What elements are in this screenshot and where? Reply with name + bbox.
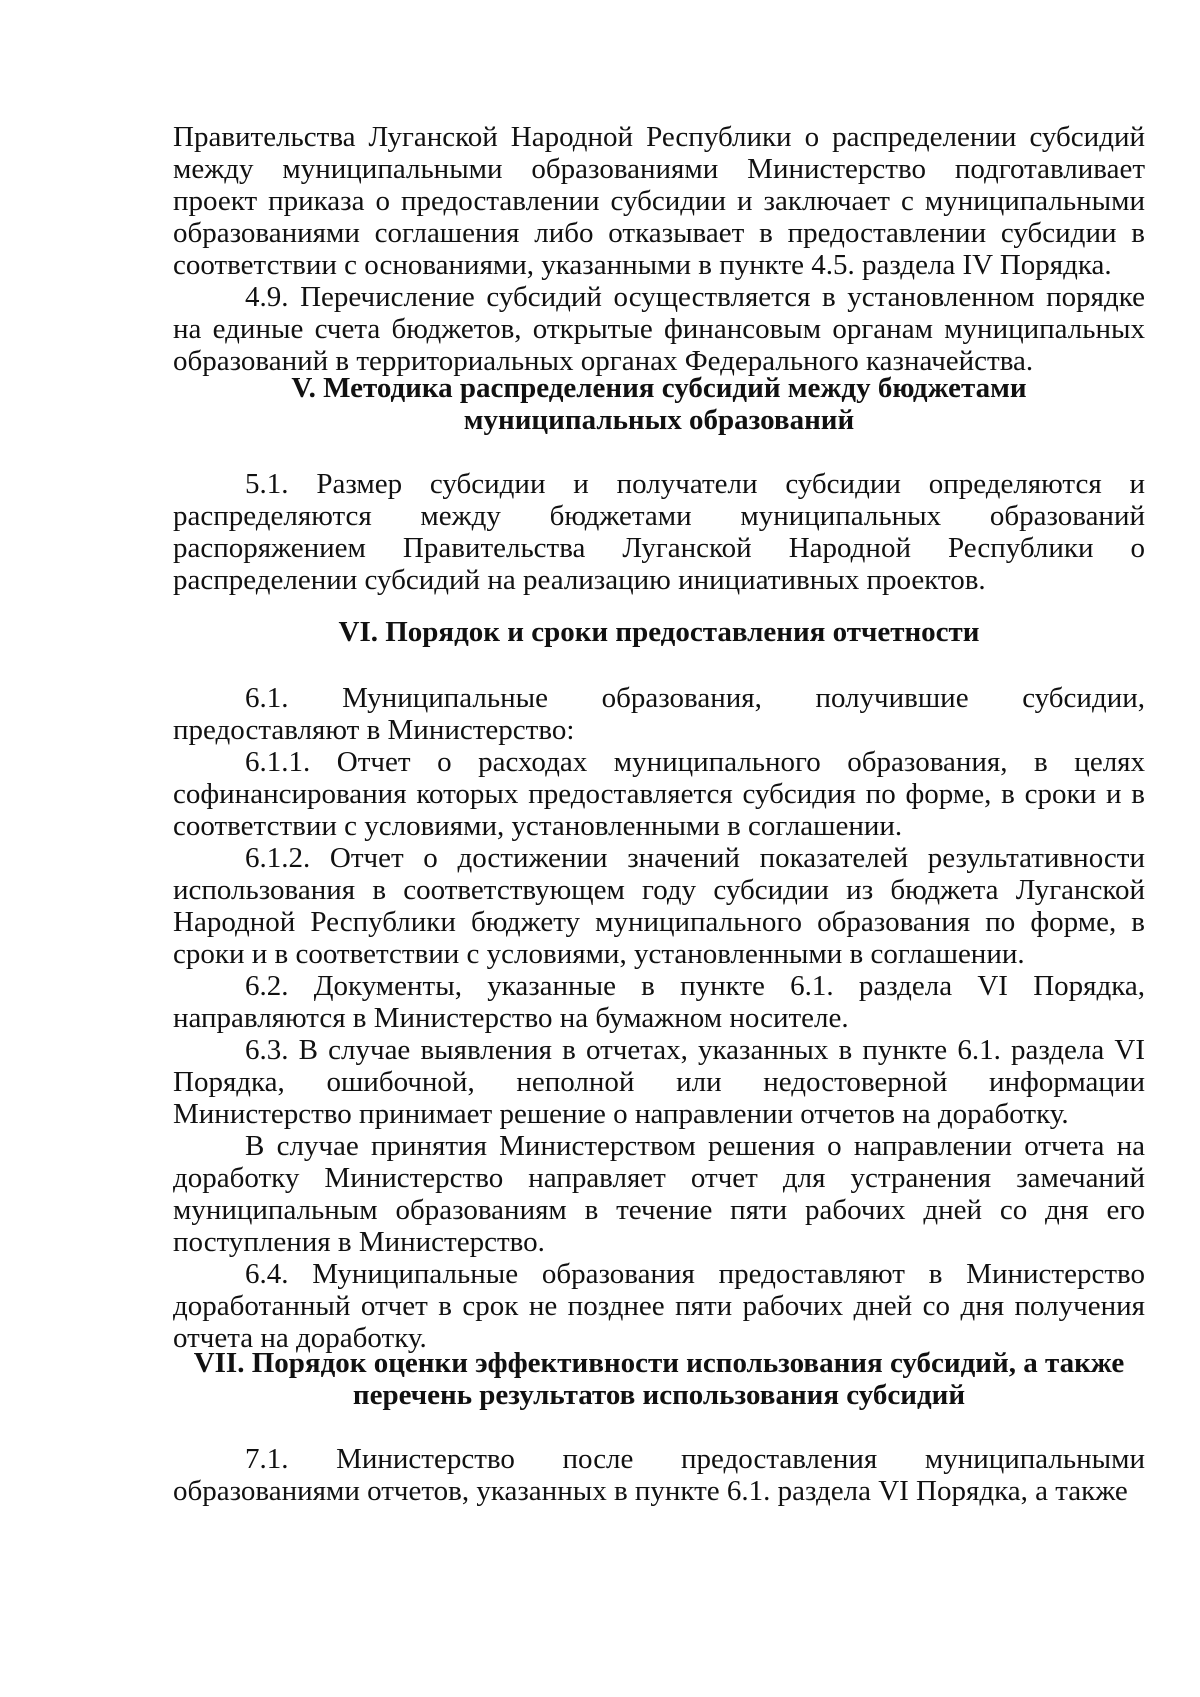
paragraph-7-1: 7.1. Министерство после предоставления муниципальными образованиями отчетов, указанных в пункте 6.1. раздела VI Порядка, а также bbox=[173, 1443, 1145, 1507]
block-intro bbox=[173, 121, 1145, 377]
paragraph-5-1: 5.1. Размер субсидии и получатели субсидии определяются и распределяются между бюджетами муниципальных образований распоряжением Правительства Луганской Народной Республики о распределении субсидий на реализацию инициативных проектов. bbox=[173, 468, 1145, 596]
section-7-heading bbox=[173, 1347, 1145, 1411]
section-7-heading-line1: VII. Порядок оценки эффективности использования субсидий, а также bbox=[193, 1347, 1125, 1379]
section-6-heading bbox=[173, 616, 1145, 648]
paragraph-6-3-continued: В случае принятия Министерством решения о направлении отчета на доработку Министерство направляет отчет для устранения замечаний муниципальным образованиям в течение пяти рабочих дней со дня его поступления в Министерство. bbox=[173, 1130, 1145, 1258]
section-6-heading-line1: VI. Порядок и сроки предоставления отчетности bbox=[338, 616, 980, 648]
paragraph-6-1: 6.1. Муниципальные образования, получившие субсидии, предоставляют в Министерство: bbox=[173, 682, 1145, 746]
section-5-heading-line2: муниципальных образований bbox=[463, 404, 855, 436]
paragraph-6-3: 6.3. В случае выявления в отчетах, указанных в пункте 6.1. раздела VI Порядка, ошибочной, неполной или недостоверной информации Министерство принимает решение о направлении отчетов на доработку. bbox=[173, 1034, 1145, 1130]
section-7-body bbox=[173, 1443, 1145, 1507]
section-7-heading-line2: перечень результатов использования субсидий bbox=[352, 1379, 966, 1411]
paragraph-6-2: 6.2. Документы, указанные в пункте 6.1. раздела VI Порядка, направляются в Министерство на бумажном носителе. bbox=[173, 970, 1145, 1034]
paragraph-6-1-2: 6.1.2. Отчет о достижении значений показателей результативности использования в соответствующем году субсидии из бюджета Луганской Народной Республики бюджету муниципального образования по форме, в сроки и в соответствии с условиями, установленными в соглашении. bbox=[173, 842, 1145, 970]
paragraph-6-1-1: 6.1.1. Отчет о расходах муниципального образования, в целях софинансирования которых предоставляется субсидия по форме, в сроки и в соответствии с условиями, установленными в соглашении. bbox=[173, 746, 1145, 842]
paragraph-4-9: 4.9. Перечисление субсидий осуществляется в установленном порядке на единые счета бюджетов, открытые финансовым органам муниципальных образований в территориальных органах Федерального казначейства. bbox=[173, 281, 1145, 377]
section-5-heading bbox=[173, 372, 1145, 436]
section-6-body bbox=[173, 682, 1145, 1354]
paragraph-6-4: 6.4. Муниципальные образования предоставляют в Министерство доработанный отчет в срок не позднее пяти рабочих дней со дня получения отчета на доработку. bbox=[173, 1258, 1145, 1354]
paragraph: Правительства Луганской Народной Республики о распределении субсидий между муниципальными образованиями Министерство подготавливает проект приказа о предоставлении субсидии и заключает с муниципальными образованиями соглашения либо отказывает в предоставлении субсидии в соответствии с основаниями, указанными в пункте 4.5. раздела IV Порядка. bbox=[173, 121, 1145, 281]
section-5-heading-line1: V. Методика распределения субсидий между бюджетами bbox=[291, 372, 1027, 404]
section-5-body bbox=[173, 468, 1145, 596]
